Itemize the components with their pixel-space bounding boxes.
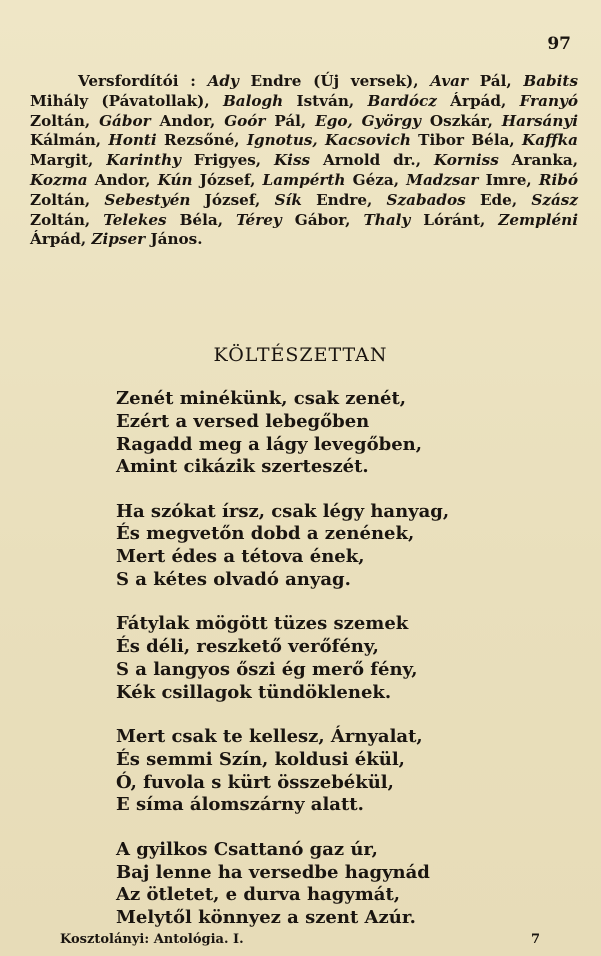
translator-name: Lampérth — [262, 170, 346, 189]
poem-line: Mert csak te kellesz, Árnyalat, — [116, 726, 423, 748]
translator-name: Thaly — [363, 210, 411, 229]
translator-name: Sík — [274, 190, 302, 209]
translator-detail: Oszkár, — [421, 111, 502, 130]
poem-line: Kék csillagok tündöklenek. — [116, 681, 392, 703]
translator-name: Gábor — [99, 111, 151, 130]
translator-name: Ignotus, Kacsovich — [246, 131, 411, 150]
page-footer — [60, 932, 540, 947]
translator-detail: Zoltán, — [30, 210, 104, 229]
translator-name: Goór — [224, 111, 266, 130]
translator-name: Szász — [531, 190, 578, 209]
translator-detail: István, — [283, 91, 368, 110]
poem-line: Ó, fuvola s kürt összebékül, — [116, 771, 394, 793]
translators-paragraph — [30, 72, 578, 250]
translator-name: Harsányi — [501, 111, 578, 130]
translator-name: Avar — [430, 72, 469, 90]
translator-name: Zipser — [91, 230, 146, 249]
translator-name: Karinthy — [106, 151, 181, 170]
sheet-number: 7 — [530, 932, 540, 947]
translator-name: Franyó — [519, 91, 578, 110]
poem-line: S a kétes olvadó anyag. — [116, 569, 351, 591]
translator-detail: Zoltán, — [30, 111, 100, 130]
poem-line: Fátylak mögött tüzes szemek — [116, 613, 409, 635]
translator-detail: János. — [145, 230, 203, 249]
translator-name: Kaffka — [522, 131, 578, 150]
poem-line: Baj lenne ha versedbe hagynád — [116, 861, 430, 883]
translator-name: Ady — [207, 72, 239, 90]
translator-name: Szabados — [386, 190, 466, 209]
translator-detail: Béla, — [166, 210, 236, 229]
translator-name: Sebestyén — [104, 190, 191, 209]
translator-detail: Imre, — [478, 170, 539, 189]
translator-detail: József, — [192, 170, 263, 189]
stanza — [116, 501, 556, 592]
translator-name: Kiss — [273, 151, 311, 170]
translator-name: Babits — [523, 72, 578, 90]
poem-line: Mert édes a tétova ének, — [116, 546, 365, 568]
translator-detail: Pál, — [468, 72, 524, 90]
translator-name: Kún — [157, 170, 193, 189]
page-number: 97 — [547, 34, 571, 54]
translator-name: Madzsar — [406, 170, 479, 189]
translator-name: Balogh — [222, 91, 284, 110]
translator-detail: Andor, — [150, 111, 225, 130]
translator-name: Térey — [236, 210, 282, 229]
poem-line: Amint cikázik szerteszét. — [116, 456, 369, 478]
translator-detail: Rezsőné, — [156, 131, 247, 150]
translator-name: Honti — [108, 131, 157, 150]
translator-name: Ego, György — [315, 111, 422, 130]
poem-line: Az ötletet, e durva hagymát, — [116, 884, 401, 906]
translator-detail: Pál, — [265, 111, 316, 130]
translator-detail: Mihály (Pávatollak), — [30, 91, 223, 110]
translators-label: Versfordítói : — [78, 72, 196, 90]
translator-detail: Endre (Új versek), — [238, 72, 431, 90]
book-signature: Kosztolányi: Antológia. I. — [60, 932, 244, 947]
translator-detail: Margit, — [30, 151, 107, 170]
translator-detail: Zoltán, — [30, 190, 105, 209]
translator-detail: Tibor Béla, — [410, 131, 523, 150]
poem-line: És déli, reszkető verőfény, — [116, 636, 379, 658]
poem-line: Melytől könnyez a szent Azúr. — [116, 907, 416, 929]
poem-body — [116, 388, 556, 951]
translator-detail: Lóránt, — [410, 210, 499, 229]
stanza — [116, 839, 556, 930]
poem-title: KÖLTÉSZETTAN — [213, 344, 388, 366]
translator-detail: Andor, — [87, 170, 158, 189]
translator-name: Zempléni — [498, 210, 578, 229]
translators-list — [30, 72, 578, 248]
translator-detail: Frigyes, — [180, 151, 274, 170]
poem-line: S a langyos őszi ég merő fény, — [116, 658, 418, 680]
poem-line: A gyilkos Csattanó gaz úr, — [116, 838, 378, 860]
poem-line: Zenét minékünk, csak zenét, — [116, 388, 407, 409]
stanza — [116, 613, 556, 704]
translator-name: Ribó — [538, 170, 579, 189]
poem-line: Ha szókat írsz, csak légy hanyag, — [116, 500, 450, 522]
translator-name: Kozma — [30, 170, 88, 189]
poem-line: Ezért a versed lebegőben — [116, 410, 370, 432]
translator-detail: Aranka, — [498, 151, 578, 170]
poem-line: És megvetőn dobd a zenének, — [116, 523, 415, 545]
translator-detail: József, — [190, 190, 275, 209]
translator-detail: Arnold dr., — [310, 151, 434, 170]
poem-line: E síma álomszárny alatt. — [116, 794, 364, 816]
poem-line: Ragadd meg a lágy levegőben, — [116, 433, 422, 455]
translator-detail: Kálmán, — [30, 131, 109, 150]
stanza — [116, 388, 556, 479]
poem-line: És semmi Szín, koldusi ékül, — [116, 748, 405, 770]
translator-detail: Géza, — [345, 170, 407, 189]
translator-name: Bardócz — [367, 91, 437, 110]
translator-detail: Endre, — [301, 190, 387, 209]
translator-detail: Árpád, — [30, 230, 92, 249]
stanza — [116, 726, 556, 817]
translator-detail: Gábor, — [281, 210, 364, 229]
translator-name: Korniss — [433, 151, 499, 170]
translator-detail: Árpád, — [436, 91, 520, 110]
translator-name: Telekes — [103, 210, 167, 229]
translator-detail: Ede, — [465, 190, 532, 209]
